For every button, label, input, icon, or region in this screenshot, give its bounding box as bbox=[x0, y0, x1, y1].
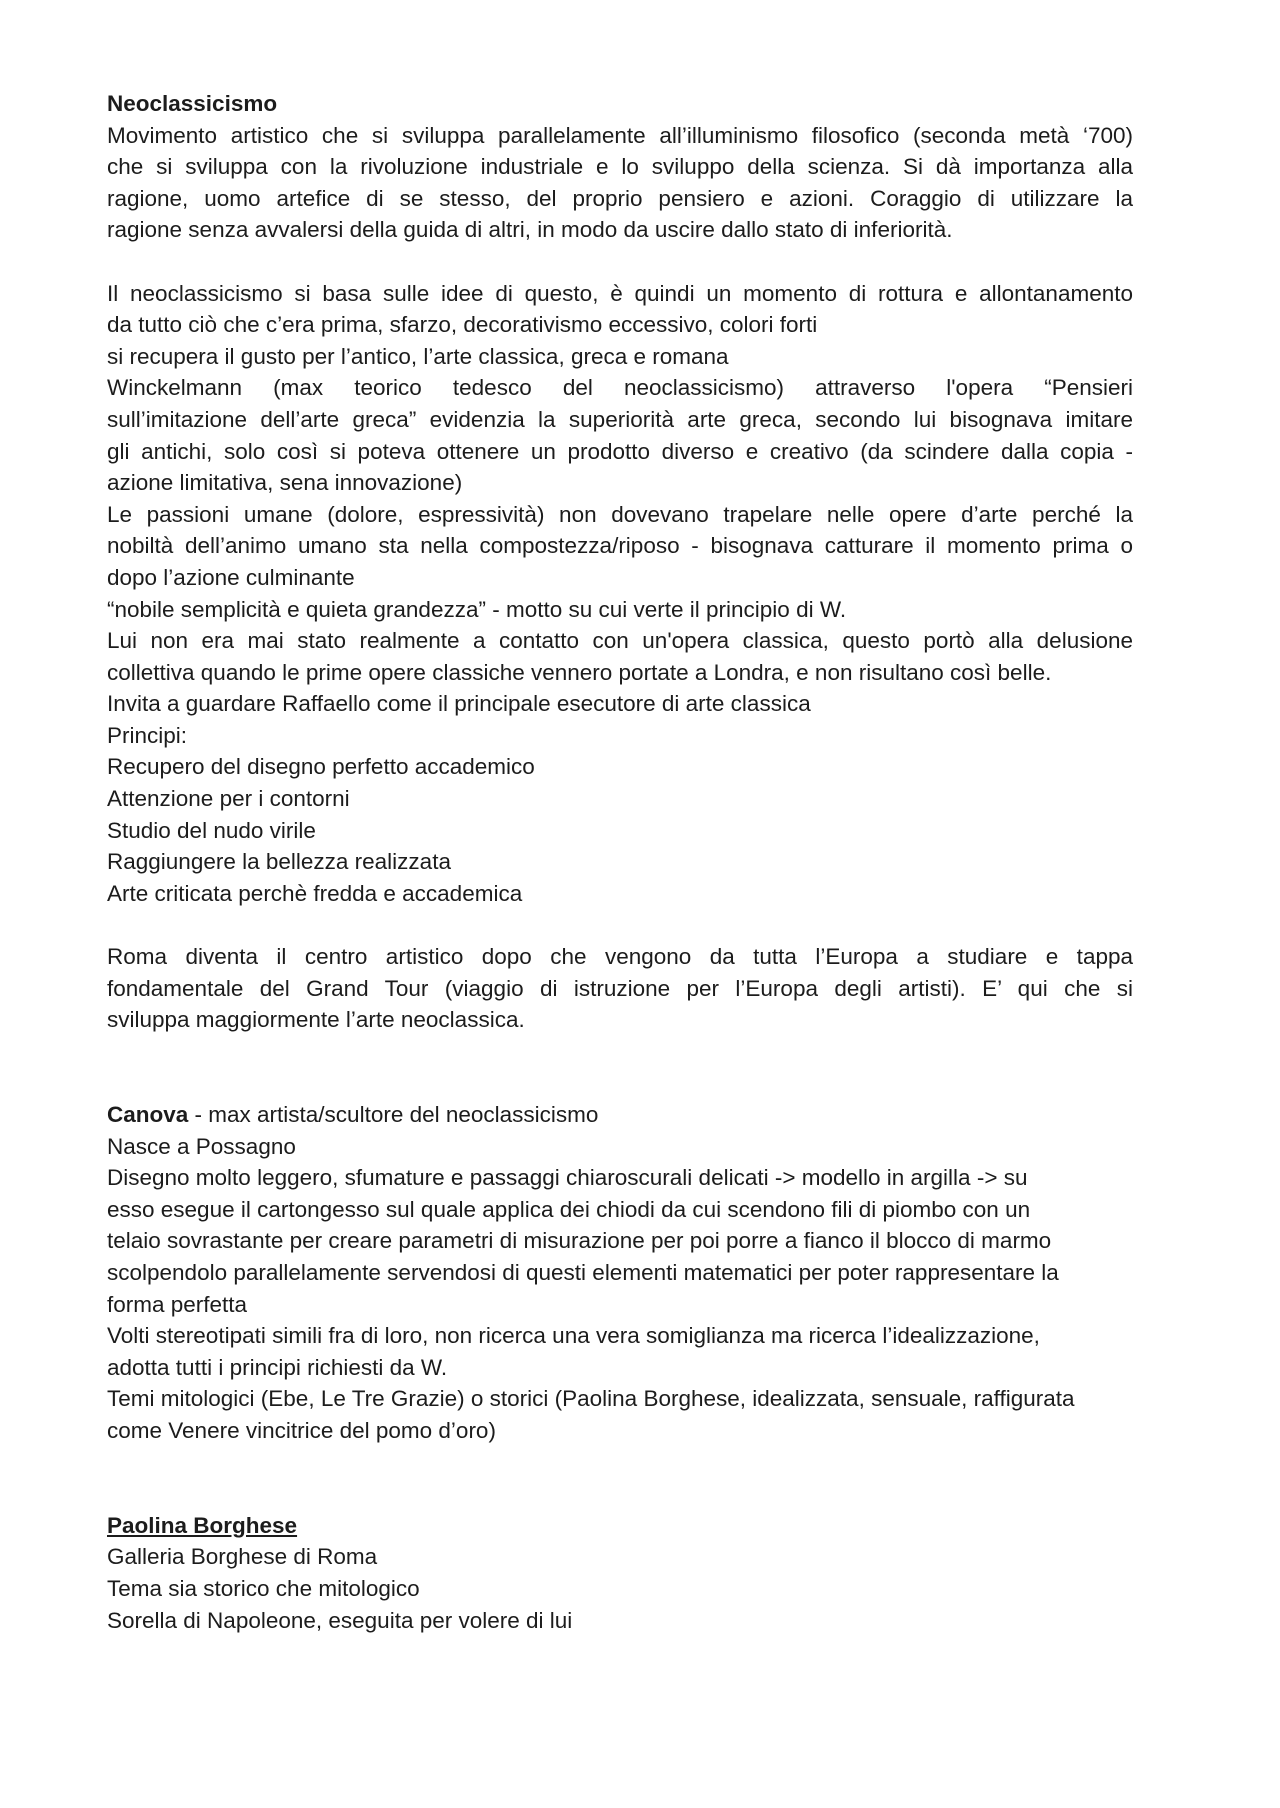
paragraph-line: Invita a guardare Raffaello come il principale esecutore di arte classica bbox=[107, 691, 811, 717]
paragraph-line: Winckelmann (max teorico tedesco del neoclassicismo) attraverso l'opera “Pensieri bbox=[107, 375, 1133, 401]
paragraph-line: gli antichi, solo così si poteva ottenere un prodotto diverso e creativo (da scindere dalla copia - bbox=[107, 438, 1133, 464]
list-item: Studio del nudo virile bbox=[107, 817, 316, 843]
paragraph-line: Nasce a Possagno bbox=[107, 1133, 296, 1159]
list-item: Recupero del disegno perfetto accademico bbox=[107, 754, 535, 780]
section-title-neoclassicismo: Neoclassicismo bbox=[107, 91, 278, 116]
paragraph-line: ragione senza avvalersi della guida di altri, in modo da uscire dallo stato di inferiorità. bbox=[107, 217, 953, 243]
list-item: Attenzione per i contorni bbox=[107, 786, 350, 812]
paragraph-spacer bbox=[107, 909, 1133, 941]
section-spacer bbox=[107, 1447, 1133, 1510]
paragraph-line: si recupera il gusto per l’antico, l’arte classica, greca e romana bbox=[107, 343, 729, 369]
paragraph-line: fondamentale del Grand Tour (viaggio di istruzione per l’Europa degli artisti). E’ qui che si bbox=[107, 975, 1133, 1001]
paragraph-line: Volti stereotipati simili fra di loro, non ricerca una vera somiglianza ma ricerca l’idealizzazione, bbox=[107, 1323, 1040, 1349]
paragraph-line: Il neoclassicismo si basa sulle idee di questo, è quindi un momento di rottura e allontanamento bbox=[107, 280, 1133, 306]
paragraph-line: come Venere vincitrice del pomo d’oro) bbox=[107, 1417, 496, 1443]
paragraph-line: “nobile semplicità e quieta grandezza” - motto su cui verte il principio di W. bbox=[107, 596, 847, 622]
paragraph-line: da tutto ciò che c’era prima, sfarzo, decorativismo eccessivo, colori forti bbox=[107, 312, 818, 338]
paragraph-line: dopo l’azione culminante bbox=[107, 564, 355, 590]
section-title-paolina-borghese: Paolina Borghese bbox=[107, 1512, 298, 1538]
paragraph-line: Galleria Borghese di Roma bbox=[107, 1544, 378, 1570]
section-spacer bbox=[107, 1036, 1133, 1099]
paragraph-line: Lui non era mai stato realmente a contatto con un'opera classica, questo portò alla delusione bbox=[107, 628, 1133, 654]
paragraph-line: Roma diventa il centro artistico dopo che vengono da tutta l’Europa a studiare e tappa bbox=[107, 944, 1133, 970]
paragraph-line: esso esegue il cartongesso sul quale applica dei chiodi da cui scendono fili di piombo con un bbox=[107, 1196, 1031, 1222]
section-heading-canova bbox=[107, 1099, 1133, 1131]
section-subtitle-canova: - max artista/scultore del neoclassicismo bbox=[188, 1102, 599, 1127]
paragraph-line: Le passioni umane (dolore, espressività) non dovevano trapelare nelle opere d’arte perché la bbox=[107, 501, 1133, 527]
paragraph-spacer bbox=[107, 246, 1133, 278]
section-title-canova: Canova bbox=[107, 1102, 189, 1127]
list-item: Arte criticata perchè fredda e accademica bbox=[107, 880, 523, 906]
paragraph-line: Disegno molto leggero, sfumature e passaggi chiaroscurali delicati -> modello in argilla -> su bbox=[107, 1165, 1028, 1191]
paragraph-line: Sorella di Napoleone, eseguita per volere di lui bbox=[107, 1607, 573, 1633]
paragraph-line: Temi mitologici (Ebe, Le Tre Grazie) o storici (Paolina Borghese, idealizzata, sensuale, raffigurata bbox=[107, 1386, 1075, 1412]
paragraph-line: nobiltà dell’animo umano sta nella compostezza/riposo - bisognava catturare il momento prima o bbox=[107, 533, 1133, 559]
paragraph-line: Tema sia storico che mitologico bbox=[107, 1575, 420, 1601]
paragraph-line: collettiva quando le prime opere classiche vennero portate a Londra, e non risultano così belle. bbox=[107, 659, 1052, 685]
paragraph-line: Movimento artistico che si sviluppa parallelamente all’illuminismo filosofico (seconda metà ‘700) bbox=[107, 122, 1133, 148]
paragraph-line: adotta tutti i principi richiesti da W. bbox=[107, 1354, 448, 1380]
paragraph-line: sull’imitazione dell’arte greca” evidenzia la superiorità arte greca, secondo lui bisognava imitare bbox=[107, 406, 1133, 432]
list-heading-principi: Principi: bbox=[107, 722, 188, 748]
paragraph-line: che si sviluppa con la rivoluzione industriale e lo sviluppo della scienza. Si dà importanza alla bbox=[107, 154, 1133, 180]
document-page bbox=[107, 88, 1133, 1636]
list-item: Raggiungere la bellezza realizzata bbox=[107, 849, 451, 875]
paragraph-line: scolpendolo parallelamente servendosi di questi elementi matematici per poter rappresentare la bbox=[107, 1259, 1059, 1285]
paragraph-line: telaio sovrastante per creare parametri di misurazione per poi porre a fianco il blocco di marmo bbox=[107, 1228, 1052, 1254]
paragraph-line: forma perfetta bbox=[107, 1291, 248, 1317]
paragraph-line: ragione, uomo artefice di se stesso, del proprio pensiero e azioni. Coraggio di utilizzare la bbox=[107, 185, 1133, 211]
paragraph-line: sviluppa maggiormente l’arte neoclassica. bbox=[107, 1007, 525, 1033]
paragraph-line: azione limitativa, sena innovazione) bbox=[107, 470, 463, 496]
